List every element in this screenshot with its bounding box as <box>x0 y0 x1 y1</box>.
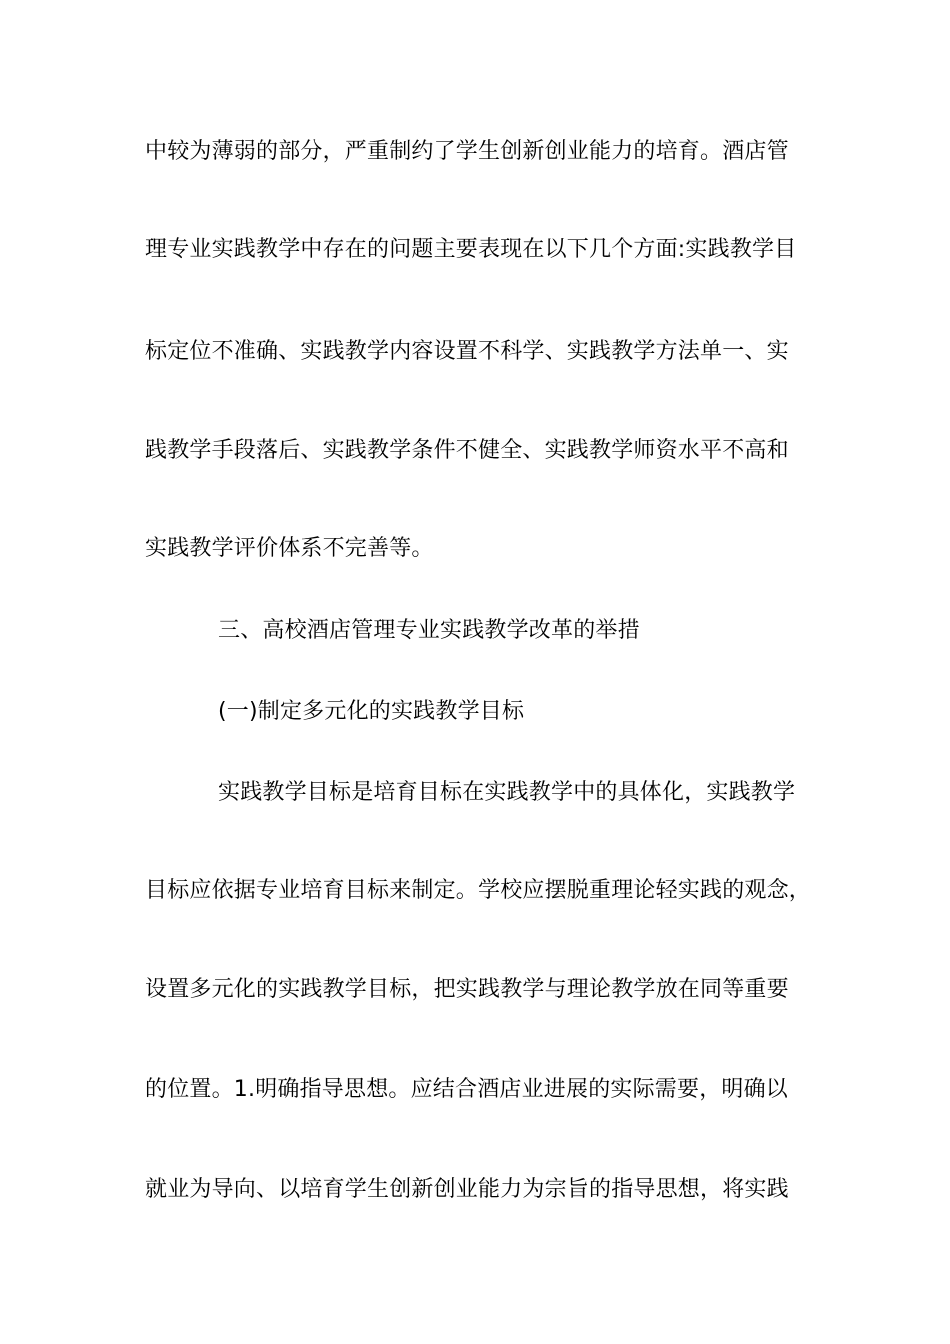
subsection-heading: (一)制定多元化的实践教学目标 <box>218 699 525 724</box>
paragraph-line: 践教学手段落后、实践教学条件不健全、实践教学师资水平不高和 <box>145 438 789 463</box>
paragraph-line: 设置多元化的实践教学目标，把实践教学与理论教学放在同等重要 <box>145 977 789 1002</box>
paragraph-line: 理专业实践教学中存在的问题主要表现在以下几个方面:实践教学目 <box>145 237 797 262</box>
paragraph-line: 中较为薄弱的部分，严重制约了学生创新创业能力的培育。酒店管 <box>145 139 789 164</box>
paragraph-line: 就业为导向、以培育学生创新创业能力为宗旨的指导思想，将实践 <box>145 1177 789 1202</box>
section-heading: 三、高校酒店管理专业实践教学改革的举措 <box>218 618 640 643</box>
paragraph-line: 目标应依据专业培育目标来制定。学校应摆脱重理论轻实践的观念， <box>145 878 812 903</box>
paragraph-line: 的位置。1.明确指导思想。应结合酒店业进展的实际需要，明确以 <box>145 1077 788 1102</box>
paragraph-line: 实践教学评价体系不完善等。 <box>145 536 434 561</box>
paragraph-line: 标定位不准确、实践教学内容设置不科学、实践教学方法单一、实 <box>145 339 789 364</box>
paragraph-line: 实践教学目标是培育目标在实践教学中的具体化，实践教学 <box>218 780 796 805</box>
